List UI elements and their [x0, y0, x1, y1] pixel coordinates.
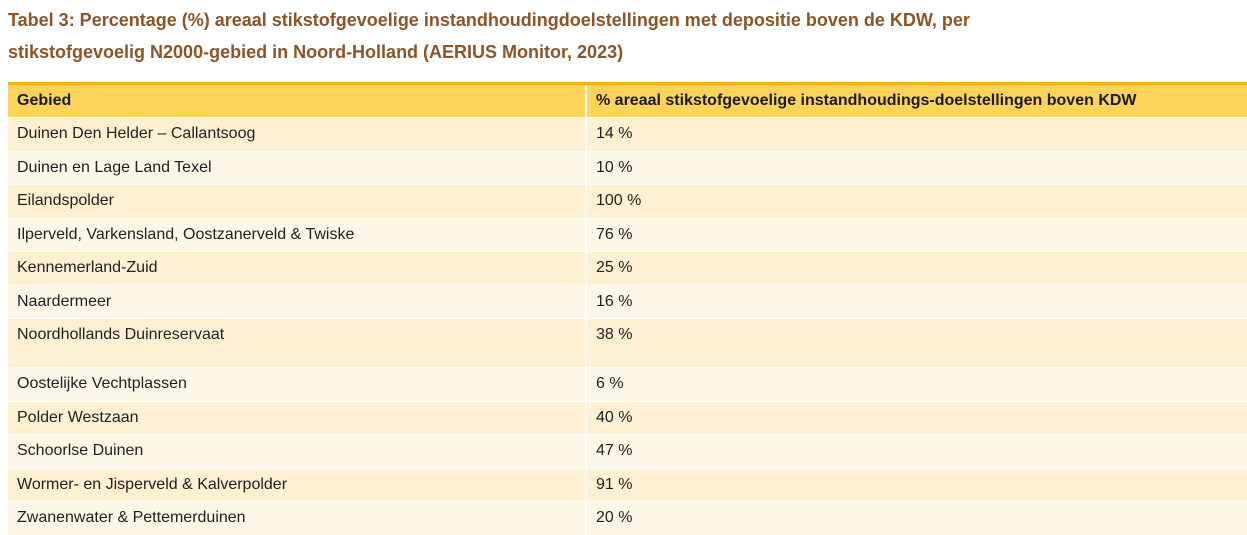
table-row — [8, 468, 1247, 502]
gebied-cell: Noordhollands Duinreservaat — [8, 319, 586, 368]
percentage-cell: 40 % — [586, 401, 1247, 435]
gebied-cell: Zwanenwater & Pettemerduinen — [8, 502, 586, 535]
gebied-cell: Duinen Den Helder – Callantsoog — [8, 118, 586, 152]
gebied-cell: Wormer- en Jisperveld & Kalverpolder — [8, 468, 586, 502]
gebied-cell: Kennemerland-Zuid — [8, 252, 586, 286]
percentage-cell: 47 % — [586, 435, 1247, 469]
table-row — [8, 502, 1247, 535]
gebied-cell: Ilperveld, Varkensland, Oostzanerveld & Twiske — [8, 218, 586, 252]
table-row — [8, 118, 1247, 152]
percentage-cell: 38 % — [586, 319, 1247, 368]
table-row — [8, 368, 1247, 402]
table-row — [8, 401, 1247, 435]
table-row — [8, 151, 1247, 185]
table-row — [8, 319, 1247, 368]
table-row — [8, 435, 1247, 469]
percentage-cell: 20 % — [586, 502, 1247, 535]
percentage-cell: 6 % — [586, 368, 1247, 402]
percentage-cell: 76 % — [586, 218, 1247, 252]
gebied-cell: Schoorlse Duinen — [8, 435, 586, 469]
caption-line-2: stikstofgevoelig N2000-gebied in Noord-Holland (AERIUS Monitor, 2023) — [8, 42, 624, 62]
header-percentage: % areaal stikstofgevoelige instandhoudings-doelstellingen boven KDW — [586, 85, 1247, 118]
header-gebied: Gebied — [8, 85, 586, 118]
n2000-table — [8, 85, 1247, 535]
table-caption — [8, 4, 1233, 68]
gebied-cell: Oostelijke Vechtplassen — [8, 368, 586, 402]
percentage-cell: 14 % — [586, 118, 1247, 152]
table-row — [8, 285, 1247, 319]
gebied-cell: Naardermeer — [8, 285, 586, 319]
table-row — [8, 218, 1247, 252]
percentage-cell: 10 % — [586, 151, 1247, 185]
table-row — [8, 252, 1247, 286]
gebied-cell: Polder Westzaan — [8, 401, 586, 435]
gebied-cell: Duinen en Lage Land Texel — [8, 151, 586, 185]
gebied-cell: Eilandspolder — [8, 185, 586, 219]
percentage-cell: 16 % — [586, 285, 1247, 319]
table-row — [8, 185, 1247, 219]
caption-line-1: Tabel 3: Percentage (%) areaal stikstofgevoelige instandhoudingdoelstellingen met depositie boven de KDW, per — [8, 10, 970, 30]
percentage-cell: 25 % — [586, 252, 1247, 286]
percentage-cell: 91 % — [586, 468, 1247, 502]
percentage-cell: 100 % — [586, 185, 1247, 219]
table-header-row — [8, 85, 1247, 118]
